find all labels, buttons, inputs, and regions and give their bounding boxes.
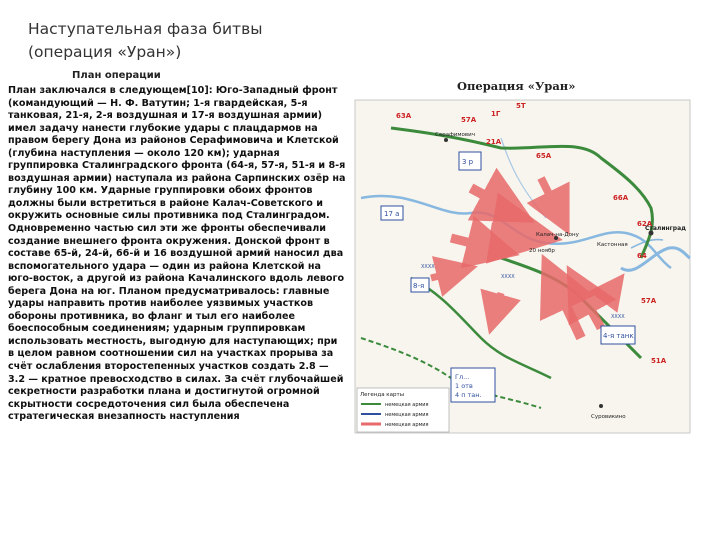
svg-text:17 а: 17 а (384, 210, 400, 218)
label-5t: 5Т (516, 102, 526, 110)
svg-text:немецкая армия: немецкая армия (385, 412, 429, 418)
label-66a: 66А (613, 194, 629, 202)
unit-box-4t (601, 326, 636, 344)
title-line-2: (операция «Уран») (28, 43, 182, 61)
title-line-1: Наступательная фаза битвы (28, 20, 263, 38)
place-serafimovich: Серафимович (435, 132, 475, 138)
unit-box-3r (459, 152, 481, 170)
label-57a-south: 57А (641, 297, 657, 305)
unit-box-17a (381, 206, 403, 220)
unit-box-bottom (451, 368, 495, 402)
svg-text:3 р: 3 р (462, 158, 474, 166)
label-65a: 65А (536, 152, 552, 160)
label-57a: 57А (461, 116, 477, 124)
svg-text:Легенда карты: Легенда карты (360, 392, 405, 398)
svg-text:4 п тан.: 4 п тан. (455, 391, 482, 399)
place-surovikino: Суровикино (591, 414, 626, 420)
body-paragraph: План заключался в следующем[10]: Юго-Западный фронт (командующий — Н. Ф. Ватутин; 1-я гвардейская, 5-я танковая, 21-я, 2-я воздушная и 17-я воздушная армии) имел задачу нанести глубокие удары с плацдармов на правом берегу Дона из районов Серафимовича и Клетской (глубина наступления — около 120 км); ударная группировка Сталинградского фронта (64-я, 57-я, 51-я и 8-я воздушная армии) наступала из района Сарпинских озёр на глубину 100 км. Ударные группировки обоих фронтов должны были встретиться в районе Калач-Советского и окружить основные силы противника под Сталинградом. Одновременно частью сил эти же фронты обеспечивали создание внешнего фронта окружения. Донской фронт в составе 65-й, 24-й, 66-й и 16 воздушной армий наносил два вспомогательного удара — один из района Клетской на юго-восток, а другой из района Качалинского вдоль левого берега Дона на юг. Планом предусматривалось: главные удары направить против наиболее уязвимых участков обороны противника, во фланг и тыл его наиболее боеспособным соединениям; ударным группировкам использовать местность, выгодную для наступающих; при в целом равном соотношении сил на участках прорыва за счёт ослабления второстепенных участков создать 2.8 — 3.2 — кратное превосходство в силах. За счёт глубочайшей секретности разработки плана и достигнутой огромной скрытности сосредоточения сил была обеспечена стратегическая внезапность наступления (8, 85, 346, 423)
label-51a: 51А (651, 357, 667, 365)
unit-box-8 (411, 278, 429, 292)
map-svg (351, 78, 694, 435)
enemy-marker: XXXX (611, 314, 625, 320)
map-legend (357, 388, 449, 432)
label-63a: 63А (396, 112, 412, 120)
place-kastornaya: Кастонная (597, 242, 628, 248)
operation-map (351, 78, 694, 435)
slide-title (28, 18, 428, 64)
svg-text:немецкая армия: немецкая армия (385, 422, 429, 428)
place-date: 20 ноябр (529, 248, 555, 254)
svg-text:4-я танк.: 4-я танк. (603, 332, 636, 340)
label-62a: 62А (637, 220, 653, 228)
map-title: Операция «Уран» (457, 79, 576, 93)
svg-text:1 отв: 1 отв (455, 382, 473, 390)
place-kalach: Калач-на-Дону (536, 232, 579, 238)
svg-text:Гл...: Гл... (455, 373, 470, 381)
enemy-marker: XXXX (421, 264, 435, 270)
svg-text:8-я: 8-я (413, 282, 425, 290)
enemy-marker: XXXX (501, 274, 515, 280)
subheading: План операции (72, 70, 161, 81)
label-64: 64 (637, 252, 647, 260)
label-21a: 21А (486, 138, 502, 146)
label-1g: 1Г (491, 110, 501, 118)
place-stalingrad: Сталинград (645, 225, 686, 232)
svg-text:немецкая армия: немецкая армия (385, 402, 429, 408)
